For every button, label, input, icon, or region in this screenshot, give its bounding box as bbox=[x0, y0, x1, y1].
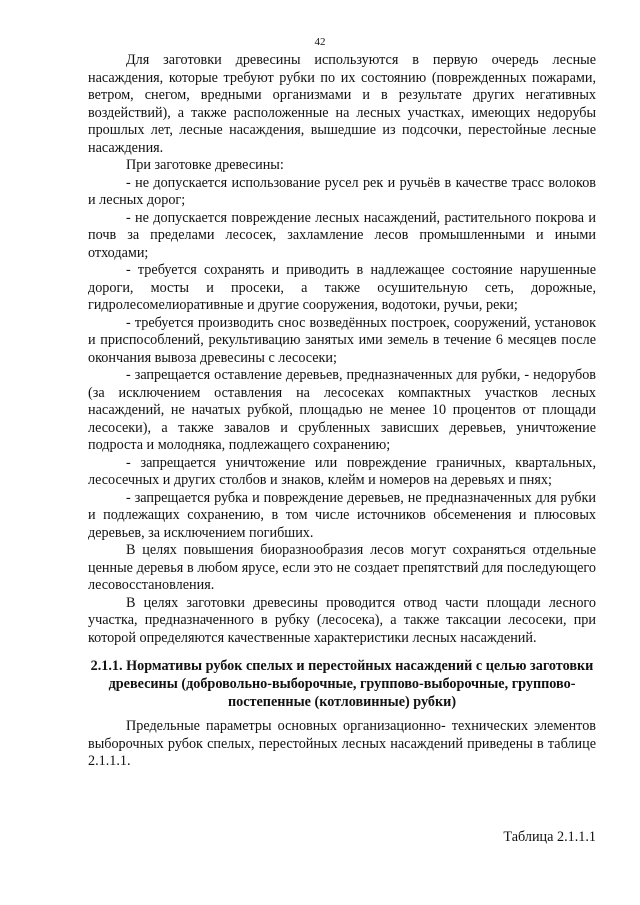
table-caption: Таблица 2.1.1.1 bbox=[503, 829, 596, 845]
paragraph-parameters: Предельные параметры основных организационно- технических элементов выборочных рубок спелых, перестойных лесных насаждений приведены в таблице 2.1.1.1. bbox=[88, 718, 596, 769]
list-item-roads: - требуется сохранять и приводить в надлежащее состояние нарушенные дороги, мосты и просеки, а также осушительную сеть, дорожные, гидролесомелиоративные и другие сооружения, водотоки, ручьи, реки; bbox=[88, 262, 596, 313]
list-item-rivers: - не допускается использование русел рек и ручьёв в качестве трасс волоков и лесных дорог; bbox=[88, 174, 596, 208]
list-item-damage: - не допускается повреждение лесных насаждений, растительного покрова и почв за пределами лесосек, захламление лесов промышленными и иными отходами; bbox=[88, 209, 596, 261]
paragraph-biodiversity: В целях повышения биоразнообразия лесов могут сохраняться отдельные ценные деревья в любом ярусе, если это не создает препятствий для последующего лесовосстановления. bbox=[88, 542, 596, 593]
paragraph-1: Для заготовки древесины используются в первую очередь лесные насаждения, которые требуют рубки по их состоянию (поврежденных пожарами, ветром, снегом, вредными организмами и в результате других негативных воздействий), а также расположенные на лесных участках, имеющих недорубы прошлых лет, лесные насаждения, вышедшие из подсочки, перестойные лесные насаждения. bbox=[88, 52, 596, 156]
section-heading: 2.1.1. Нормативы рубок спелых и перестойных насаждений с целью заготовки древесины (добровольно-выборочные, группово-выборочные, группово-постепенные (котловинные) рубки) bbox=[90, 658, 594, 710]
list-item-markers: - запрещается уничтожение или повреждение граничных, квартальных, лесосечных и других столбов и знаков, клейм и номеров на деревьях и пнях; bbox=[88, 454, 596, 488]
list-item-undercut: - запрещается оставление деревьев, предназначенных для рубки, - недорубов (за исключением оставления на лесосеках компактных участков лесных насаждений, не начатых рубкой, площадью не менее 10 процентов от площади лесосеки), а также завалов и срубленных зависших деревьев, уничтожение подроста и молодняка, подлежащего сохранению; bbox=[88, 367, 596, 453]
page-number: 42 bbox=[314, 36, 326, 48]
paragraph-2: При заготовке древесины: bbox=[126, 157, 284, 173]
body-text bbox=[88, 52, 596, 647]
after-heading-text bbox=[88, 718, 596, 771]
list-item-demolition: - требуется производить снос возведённых построек, сооружений, установок и приспособлений, рекультивацию занятых ими земель в течение 6 месяцев после окончания вывоза древесины с лесосеки; bbox=[88, 314, 596, 366]
paragraph-allotment: В целях заготовки древесины проводится отвод части площади лесного участка, предназначенного в рубку (лесосека), а также таксации лесосеки, при которой определяются качественные характеристики лесных насаждений. bbox=[88, 594, 596, 646]
list-item-protected-trees: - запрещается рубка и повреждение деревьев, не предназначенных для рубки и подлежащих сохранению, в том числе источников обсеменения и плюсовых деревьев, за исключением погибших. bbox=[88, 489, 596, 541]
